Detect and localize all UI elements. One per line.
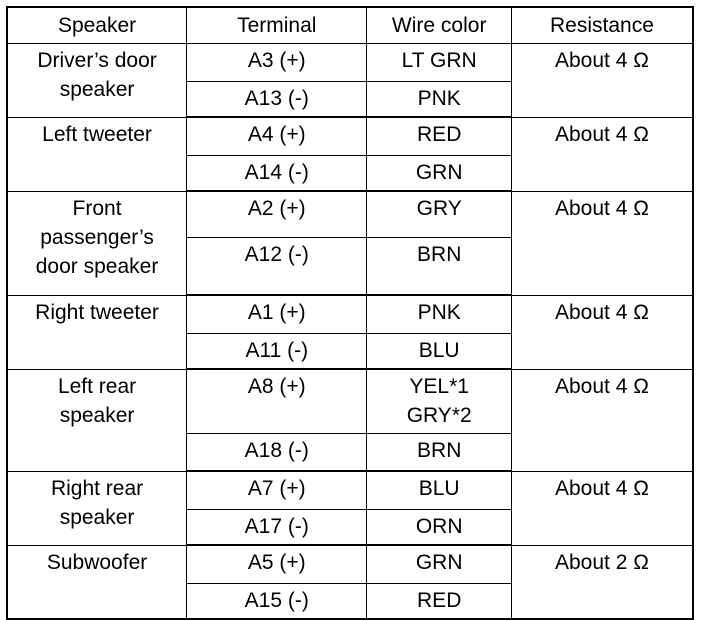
terminal-cell: A14 (-)	[187, 155, 367, 191]
speaker-name-cell	[7, 471, 187, 545]
wire-color-cell	[367, 369, 512, 433]
resistance-cell: About 4 Ω	[511, 117, 693, 191]
header-resistance: Resistance	[511, 7, 693, 43]
wire-color-value: BRN	[417, 242, 462, 266]
speaker-name-line: Subwoofer	[46, 550, 148, 574]
header-speaker: Speaker	[7, 7, 187, 43]
resistance-cell: About 4 Ω	[511, 369, 693, 471]
speaker-name-line: Left tweeter	[42, 122, 152, 146]
speaker-name-cell	[7, 43, 187, 117]
wire-color-cell	[367, 81, 512, 117]
wire-color-value: ORN	[415, 514, 463, 538]
wire-color-cell	[367, 191, 512, 237]
wire-color-cell	[367, 117, 512, 155]
speaker-name-cell	[7, 191, 187, 295]
resistance-cell: About 4 Ω	[511, 471, 693, 545]
wire-color-value: BRN	[417, 438, 462, 462]
terminal-cell: A11 (-)	[187, 333, 367, 369]
terminal-cell: A3 (+)	[187, 43, 367, 81]
wire-color-cell	[367, 333, 512, 369]
table-body	[7, 43, 693, 619]
speaker-resistance-table	[6, 6, 694, 620]
speaker-name-line: speaker	[59, 505, 135, 529]
terminal-cell: A12 (-)	[187, 237, 367, 295]
header-wire-color: Wire color	[367, 7, 512, 43]
terminal-cell: A2 (+)	[187, 191, 367, 237]
header-row	[7, 7, 693, 43]
wire-color-cell	[367, 155, 512, 191]
speaker-name-line: Right rear	[50, 476, 144, 500]
speaker-name-line: speaker	[59, 77, 135, 101]
wire-color-value: GRN	[415, 160, 463, 184]
wire-color-value: LT GRN	[401, 48, 477, 72]
wire-color-cell	[367, 433, 512, 471]
speaker-name-line: door speaker	[35, 254, 159, 278]
table-row	[7, 471, 693, 509]
wire-color-cell	[367, 237, 512, 295]
speaker-name-cell	[7, 545, 187, 619]
speaker-name-line: speaker	[59, 403, 135, 427]
terminal-cell: A4 (+)	[187, 117, 367, 155]
wire-color-value: RED	[417, 123, 462, 146]
table-row	[7, 191, 693, 237]
terminal-cell: A13 (-)	[187, 81, 367, 117]
speaker-name-line: passenger’s	[40, 225, 154, 249]
terminal-cell: A15 (-)	[187, 583, 367, 619]
speaker-name-cell	[7, 369, 187, 471]
wire-color-value: BLU	[418, 338, 460, 362]
wire-color-value: BLU	[418, 477, 460, 500]
speaker-name-cell	[7, 295, 187, 369]
terminal-cell: A17 (-)	[187, 509, 367, 545]
wire-color-value: GRY*2	[406, 404, 472, 427]
terminal-cell: A5 (+)	[187, 545, 367, 583]
table-row	[7, 117, 693, 155]
wire-color-value: GRY	[416, 197, 462, 220]
header-terminal: Terminal	[187, 7, 367, 43]
speaker-name-line: Right tweeter	[35, 300, 159, 324]
speaker-name-line: Left rear	[57, 374, 137, 398]
wire-color-cell	[367, 509, 512, 545]
resistance-cell: About 4 Ω	[511, 295, 693, 369]
resistance-cell: About 2 Ω	[511, 545, 693, 619]
wire-color-cell	[367, 583, 512, 619]
terminal-cell: A7 (+)	[187, 471, 367, 509]
speaker-name-cell	[7, 117, 187, 191]
wire-color-value: PNK	[417, 301, 461, 324]
terminal-cell: A8 (+)	[187, 369, 367, 433]
wire-color-cell	[367, 295, 512, 333]
resistance-cell: About 4 Ω	[511, 191, 693, 295]
wire-color-value: RED	[417, 588, 462, 612]
terminal-cell: A1 (+)	[187, 295, 367, 333]
wire-color-cell	[367, 545, 512, 583]
table-row	[7, 545, 693, 583]
table-row	[7, 295, 693, 333]
table-row	[7, 369, 693, 433]
wire-color-value: GRN	[415, 551, 463, 574]
resistance-cell: About 4 Ω	[511, 43, 693, 117]
wire-color-value: YEL*1	[409, 375, 469, 398]
wire-color-cell	[367, 43, 512, 81]
wire-color-value: PNK	[417, 86, 461, 110]
speaker-name-line: Front	[72, 196, 122, 220]
speaker-name-line: Driver’s door	[37, 48, 157, 72]
wire-color-cell	[367, 471, 512, 509]
table-row	[7, 43, 693, 81]
terminal-cell: A18 (-)	[187, 433, 367, 471]
